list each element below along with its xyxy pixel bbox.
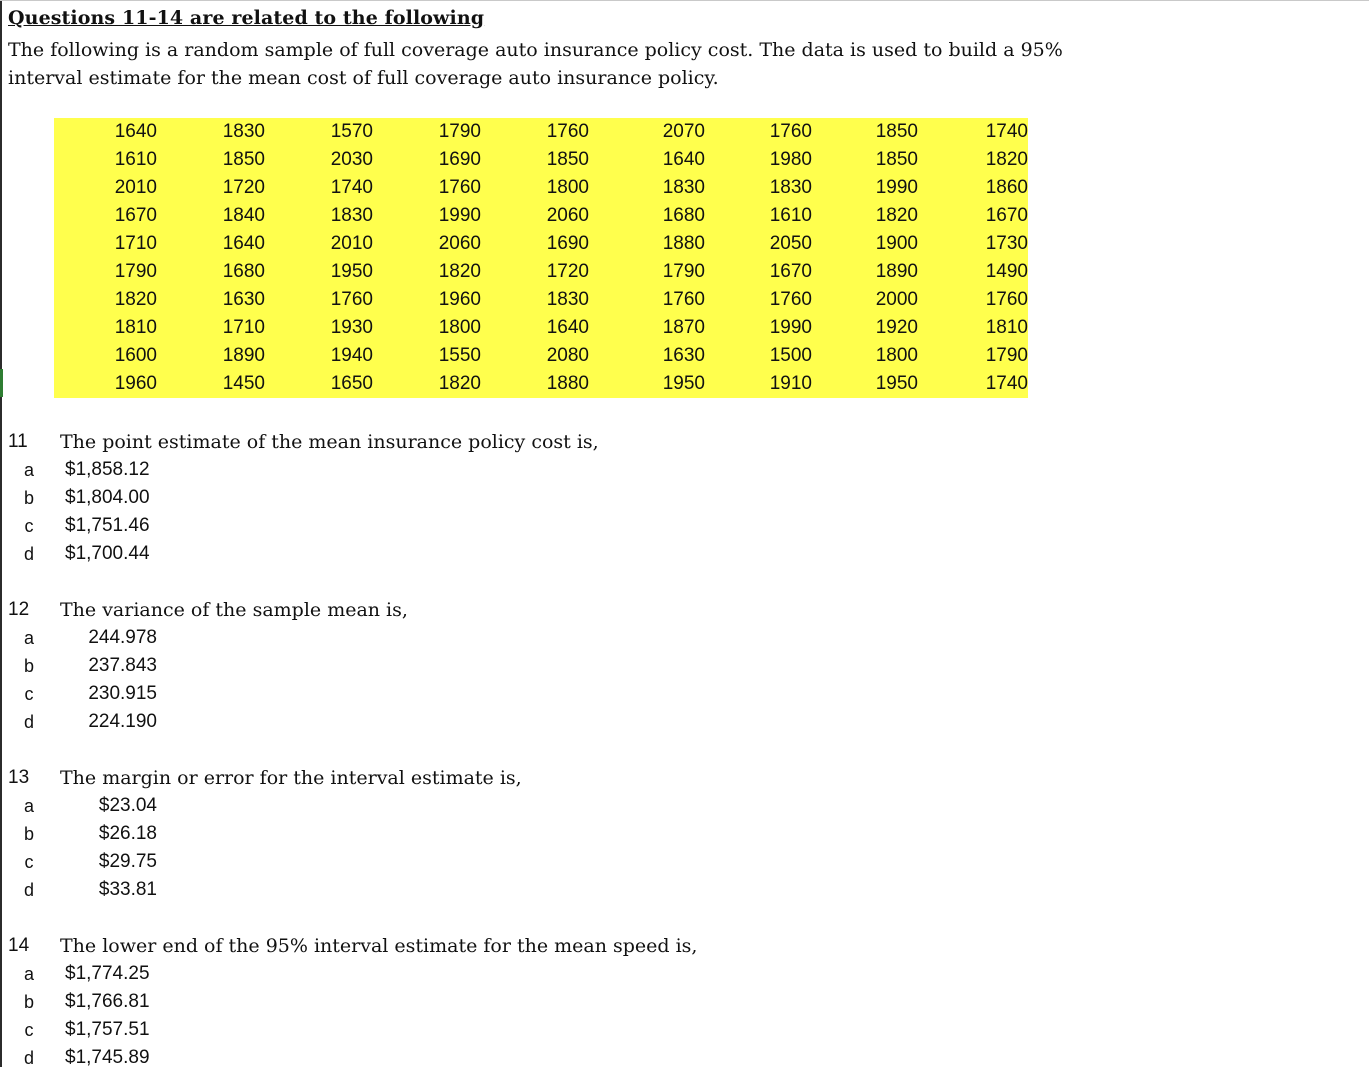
option-value: $1,858.12 <box>65 459 150 480</box>
data-row <box>54 370 1028 398</box>
data-cell[interactable]: 1790 <box>114 261 157 282</box>
answer-option-d[interactable] <box>0 540 400 568</box>
data-cell[interactable]: 1820 <box>114 289 157 310</box>
data-cell[interactable]: 1850 <box>222 149 265 170</box>
answer-option-a[interactable] <box>0 960 400 988</box>
data-cell[interactable]: 2060 <box>546 205 589 226</box>
option-value: $1,751.46 <box>65 515 150 536</box>
answer-option-d[interactable] <box>0 1044 400 1072</box>
data-cell[interactable]: 1790 <box>662 261 705 282</box>
data-cell[interactable]: 1760 <box>985 289 1028 310</box>
data-cell[interactable]: 1760 <box>769 289 812 310</box>
data-cell[interactable]: 1850 <box>546 149 589 170</box>
data-cell[interactable]: 2050 <box>769 233 812 254</box>
data-cell[interactable]: 1820 <box>438 373 481 394</box>
option-value: $1,745.89 <box>65 1047 150 1068</box>
answer-option-c[interactable] <box>0 680 400 708</box>
option-letter: b <box>23 992 34 1012</box>
data-cell[interactable]: 1990 <box>875 177 918 198</box>
option-letter: a <box>23 628 34 648</box>
option-value: 237.843 <box>88 655 157 676</box>
data-row <box>54 146 1028 174</box>
data-cell[interactable]: 1760 <box>546 121 589 142</box>
data-cell[interactable]: 1740 <box>985 373 1028 394</box>
data-cell[interactable]: 1720 <box>546 261 589 282</box>
answer-option-c[interactable] <box>0 1016 400 1044</box>
option-value: 224.190 <box>88 711 157 732</box>
data-cell[interactable]: 1670 <box>114 205 157 226</box>
data-row <box>54 202 1028 230</box>
answer-option-d[interactable] <box>0 708 400 736</box>
data-cell[interactable]: 1730 <box>985 233 1028 254</box>
data-cell[interactable]: 1710 <box>222 317 265 338</box>
data-cell[interactable]: 1820 <box>438 261 481 282</box>
data-cell[interactable]: 1600 <box>114 345 157 366</box>
option-letter: c <box>24 1020 34 1040</box>
answer-option-a[interactable] <box>0 792 400 820</box>
data-cell[interactable]: 1980 <box>769 149 812 170</box>
option-value: $23.04 <box>98 795 157 816</box>
option-value: $1,766.81 <box>65 991 150 1012</box>
data-cell[interactable]: 1680 <box>662 205 705 226</box>
data-cell[interactable]: 1820 <box>875 205 918 226</box>
selected-cell-indicator <box>0 369 3 397</box>
option-value: $1,804.00 <box>65 487 150 508</box>
data-cell[interactable]: 1870 <box>662 317 705 338</box>
data-cell[interactable]: 1490 <box>985 261 1028 282</box>
problem-description: The following is a random sample of full coverage auto insurance policy cost. The data is used to build a 95% interval estimate for the mean cost of full coverage auto insurance policy. <box>8 39 1063 89</box>
data-cell[interactable]: 1570 <box>330 121 373 142</box>
answer-option-b[interactable] <box>0 484 400 512</box>
data-cell[interactable]: 1950 <box>875 373 918 394</box>
answer-option-a[interactable] <box>0 456 400 484</box>
data-cell[interactable]: 1840 <box>222 205 265 226</box>
option-letter: d <box>23 544 34 564</box>
data-cell[interactable]: 2010 <box>330 233 373 254</box>
data-cell[interactable]: 1760 <box>330 289 373 310</box>
question-text: The margin or error for the interval estimate is, <box>60 767 522 789</box>
answer-option-b[interactable] <box>0 820 400 848</box>
data-cell[interactable]: 1500 <box>769 345 812 366</box>
data-cell[interactable]: 1830 <box>769 177 812 198</box>
sample-data-table <box>54 118 1028 398</box>
data-cell[interactable]: 1790 <box>985 345 1028 366</box>
answer-option-c[interactable] <box>0 512 400 540</box>
data-cell[interactable]: 1740 <box>330 177 373 198</box>
data-cell[interactable]: 1850 <box>875 149 918 170</box>
data-cell[interactable]: 1960 <box>438 289 481 310</box>
data-cell[interactable]: 1630 <box>222 289 265 310</box>
data-cell[interactable]: 1650 <box>330 373 373 394</box>
data-cell[interactable]: 1670 <box>769 261 812 282</box>
data-cell[interactable]: 1880 <box>662 233 705 254</box>
data-cell[interactable]: 1800 <box>546 177 589 198</box>
data-cell[interactable]: 1860 <box>985 177 1028 198</box>
data-cell[interactable]: 1640 <box>222 233 265 254</box>
data-cell[interactable]: 1850 <box>875 121 918 142</box>
answer-option-b[interactable] <box>0 988 400 1016</box>
option-value: $1,700.44 <box>65 543 150 564</box>
option-value: $33.81 <box>98 879 157 900</box>
data-row <box>54 286 1028 314</box>
answer-option-d[interactable] <box>0 876 400 904</box>
option-value: 230.915 <box>88 683 157 704</box>
data-cell[interactable]: 1610 <box>769 205 812 226</box>
data-cell[interactable]: 1960 <box>114 373 157 394</box>
option-letter: b <box>23 824 34 844</box>
data-cell[interactable]: 2080 <box>546 345 589 366</box>
option-value: 244.978 <box>88 627 157 648</box>
data-row <box>54 118 1028 146</box>
data-cell[interactable]: 1550 <box>438 345 481 366</box>
option-letter: b <box>23 656 34 676</box>
data-cell[interactable]: 1760 <box>662 289 705 310</box>
data-cell[interactable]: 1880 <box>546 373 589 394</box>
data-row <box>54 258 1028 286</box>
data-cell[interactable]: 1890 <box>875 261 918 282</box>
data-cell[interactable]: 1900 <box>875 233 918 254</box>
data-cell[interactable]: 1810 <box>114 317 157 338</box>
data-cell[interactable]: 1810 <box>985 317 1028 338</box>
option-letter: b <box>23 488 34 508</box>
option-letter: a <box>23 460 34 480</box>
data-cell[interactable]: 1990 <box>438 205 481 226</box>
option-letter: a <box>23 796 34 816</box>
data-cell[interactable]: 1830 <box>662 177 705 198</box>
data-cell[interactable]: 1920 <box>875 317 918 338</box>
option-letter: d <box>23 880 34 900</box>
data-cell[interactable]: 1760 <box>769 121 812 142</box>
data-row <box>54 314 1028 342</box>
option-value: $29.75 <box>98 851 157 872</box>
option-value: $26.18 <box>98 823 157 844</box>
data-cell[interactable]: 1640 <box>114 121 157 142</box>
data-cell[interactable]: 1950 <box>662 373 705 394</box>
data-cell[interactable]: 1610 <box>114 149 157 170</box>
data-cell[interactable]: 1830 <box>222 121 265 142</box>
data-cell[interactable]: 2000 <box>875 289 918 310</box>
data-cell[interactable]: 1640 <box>662 149 705 170</box>
data-cell[interactable]: 1830 <box>546 289 589 310</box>
data-cell[interactable]: 1450 <box>222 373 265 394</box>
data-cell[interactable]: 1940 <box>330 345 373 366</box>
data-row <box>54 342 1028 370</box>
data-cell[interactable]: 1670 <box>985 205 1028 226</box>
data-cell[interactable]: 1800 <box>875 345 918 366</box>
question-number: 11 <box>8 431 28 452</box>
data-cell[interactable]: 1710 <box>114 233 157 254</box>
data-cell[interactable]: 1950 <box>330 261 373 282</box>
data-cell[interactable]: 1790 <box>438 121 481 142</box>
option-value: $1,774.25 <box>65 963 150 984</box>
data-cell[interactable]: 1720 <box>222 177 265 198</box>
data-row <box>54 174 1028 202</box>
data-cell[interactable]: 1760 <box>438 177 481 198</box>
data-cell[interactable]: 1930 <box>330 317 373 338</box>
answer-option-a[interactable] <box>0 624 400 652</box>
data-cell[interactable]: 1890 <box>222 345 265 366</box>
questions-heading: Questions 11-14 are related to the following <box>8 7 485 29</box>
data-cell[interactable]: 1990 <box>769 317 812 338</box>
data-cell[interactable]: 1640 <box>546 317 589 338</box>
data-cell[interactable]: 1690 <box>438 149 481 170</box>
option-letter: a <box>23 964 34 984</box>
option-letter: d <box>23 1048 34 1068</box>
data-cell[interactable]: 1800 <box>438 317 481 338</box>
data-cell[interactable]: 1690 <box>546 233 589 254</box>
option-letter: c <box>24 852 34 872</box>
answer-option-c[interactable] <box>0 848 400 876</box>
question-number: 14 <box>8 935 30 956</box>
question-text: The variance of the sample mean is, <box>60 599 408 621</box>
data-cell[interactable]: 1630 <box>662 345 705 366</box>
answer-option-b[interactable] <box>0 652 400 680</box>
data-cell[interactable]: 2060 <box>438 233 481 254</box>
data-cell[interactable]: 1740 <box>985 121 1028 142</box>
data-cell[interactable]: 2070 <box>662 121 705 142</box>
option-letter: c <box>24 684 34 704</box>
question-text: The lower end of the 95% interval estimate for the mean speed is, <box>60 935 698 957</box>
data-cell[interactable]: 1820 <box>985 149 1028 170</box>
data-cell[interactable]: 1910 <box>769 373 812 394</box>
option-letter: c <box>24 516 34 536</box>
option-value: $1,757.51 <box>65 1019 150 1040</box>
option-letter: d <box>23 712 34 732</box>
data-cell[interactable]: 2030 <box>330 149 373 170</box>
question-number: 12 <box>8 599 30 620</box>
question-number: 13 <box>8 767 30 788</box>
data-cell[interactable]: 1680 <box>222 261 265 282</box>
data-row <box>54 230 1028 258</box>
question-text: The point estimate of the mean insurance policy cost is, <box>60 431 599 453</box>
data-cell[interactable]: 1830 <box>330 205 373 226</box>
data-cell[interactable]: 2010 <box>114 177 157 198</box>
